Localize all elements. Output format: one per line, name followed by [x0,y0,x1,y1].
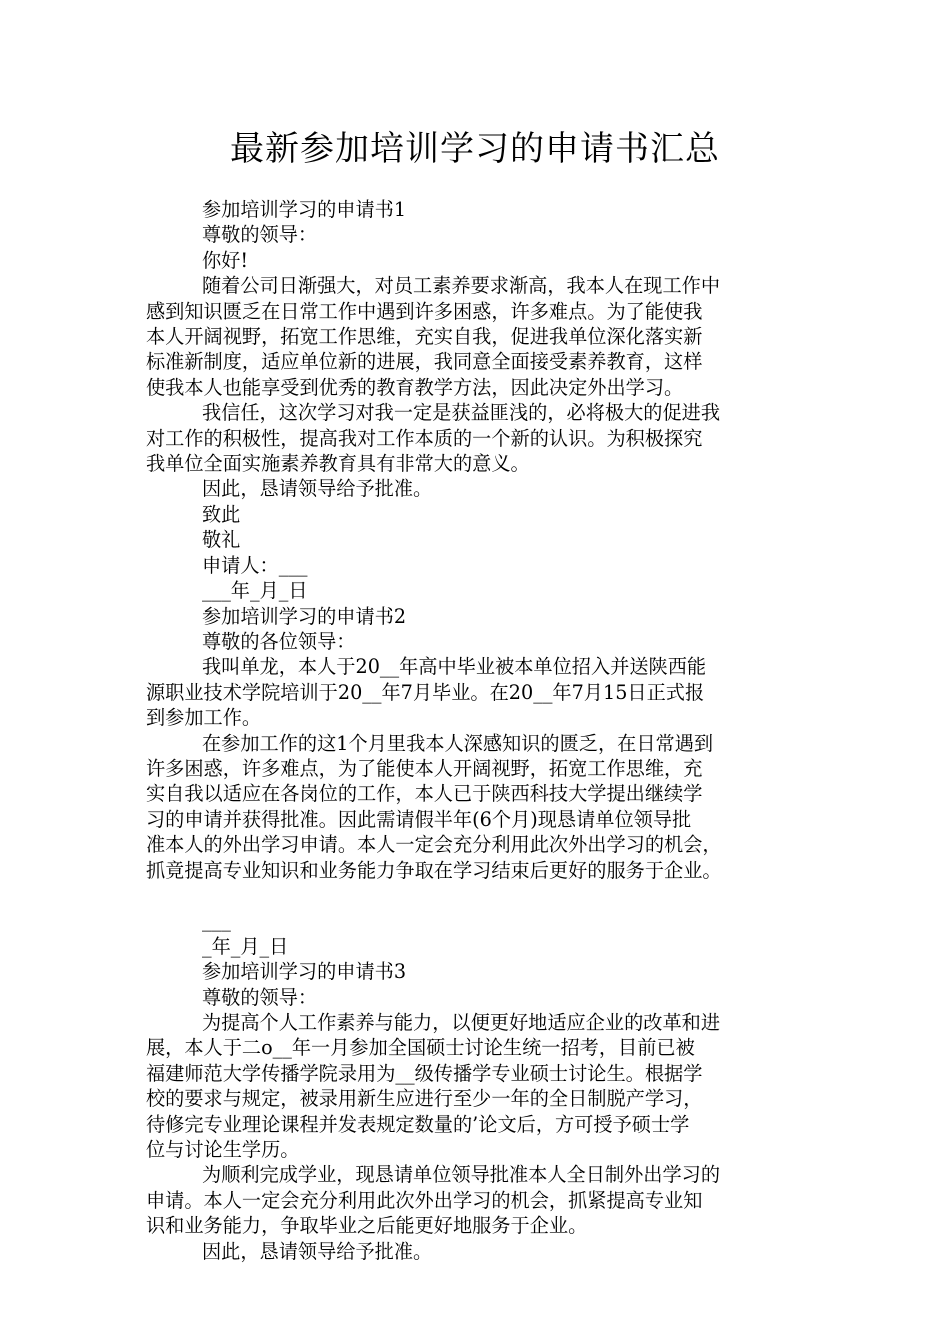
document-title: 最新参加培训学习的申请书汇总 [230,129,720,169]
text-line: 福建师范大学传播学院录用为__级传播学专业硕士讨论生。根据学 [146,1061,703,1085]
text-line: 展，本人于二o__年一月参加全国硕士讨论生统一招考，目前已被 [146,1036,695,1060]
text-line: ___年_月_日 [202,579,308,603]
text-line: 标准新制度，适应单位新的进展，我同意全面接受素养教育，这样 [146,350,703,374]
text-line: 随着公司日渐强大，对员工素养要求渐高，我本人在现工作中 [202,274,721,298]
text-line: 为提高个人工作素养与能力，以便更好地适应企业的改革和进 [202,1010,721,1034]
text-line: 你好! [202,248,249,272]
document-body [146,197,808,1264]
text-line: 到参加工作。 [146,706,262,730]
text-line: 在参加工作的这1个月里我本人深感知识的匮乏，在日常遇到 [202,731,714,755]
text-line: 敬礼 [202,528,241,552]
text-line: 许多困惑，许多难点，为了能使本人开阔视野，拓宽工作思维，充 [146,756,703,780]
text-line: 参加培训学习的申请书3 [202,960,407,984]
text-line: 因此，恳请领导给予批准。 [202,477,433,501]
text-line: 位与讨论生学历。 [146,1138,300,1162]
text-line: 因此，恳请领导给予批准。 [202,1239,433,1263]
text-line: 本人开阔视野，拓宽工作思维，充实自我，促进我单位深化落实新 [146,325,703,349]
text-line: 尊敬的领导： [202,223,318,247]
text-line: 我信任，这次学习对我一定是获益匪浅的，必将极大的促进我 [202,401,721,425]
text-line: 申请人：___ [202,553,308,577]
text-line: 习的申请并获得批准。因此需请假半年(6个月)现恳请单位领导批 [146,807,692,831]
text-line: 校的要求与规定，被录用新生应进行至少一年的全日制脱产学习， [146,1087,703,1111]
text-line: 尊敬的领导： [202,985,318,1009]
text-line: 申请。本人一定会充分利用此次外出学习的机会，抓紧提高专业知 [146,1188,703,1212]
text-line: 参加培训学习的申请书2 [202,604,407,628]
text-line [146,883,808,908]
text-line: 我叫单龙，本人于20__年高中毕业被本单位招入并送陕西能 [202,655,707,679]
text-line: 我单位全面实施素养教育具有非常大的意义。 [146,452,530,476]
text-line: 待修完专业理论课程并发表规定数量的’论文后，方可授予硕士学 [146,1112,690,1136]
text-line: 源职业技术学院培训于20__年7月毕业。在20__年7月15日正式报 [146,680,705,704]
text-line: 参加培训学习的申请书1 [202,198,407,221]
text-line: 致此 [202,502,241,526]
text-line: 感到知识匮乏在日常工作中遇到许多困惑，许多难点。为了能使我 [146,299,703,323]
text-line: 识和业务能力，争取毕业之后能更好地服务于企业。 [146,1214,588,1238]
text-line: 实自我以适应在各岗位的工作，本人已于陕西科技大学提出继续学 [146,782,703,806]
text-line: ___ [202,909,231,933]
text-line: 对工作的积极性，提高我对工作本质的一个新的认识。为积极探究 [146,426,703,450]
text-line: 抓竟提高专业知识和业务能力争取在学习结束后更好的服务于企业。 [146,858,722,882]
text-line: 尊敬的各位领导： [202,629,356,653]
text-line: _年_月_日 [202,934,289,958]
text-line: 使我本人也能享受到优秀的教育教学方法，因此决定外出学习。 [146,375,684,399]
text-line: 准本人的外出学习申请。本人一定会充分利用此次外出学习的机会， [146,833,722,857]
text-line: 为顺利完成学业，现恳请单位领导批准本人全日制外出学习的 [202,1163,721,1187]
